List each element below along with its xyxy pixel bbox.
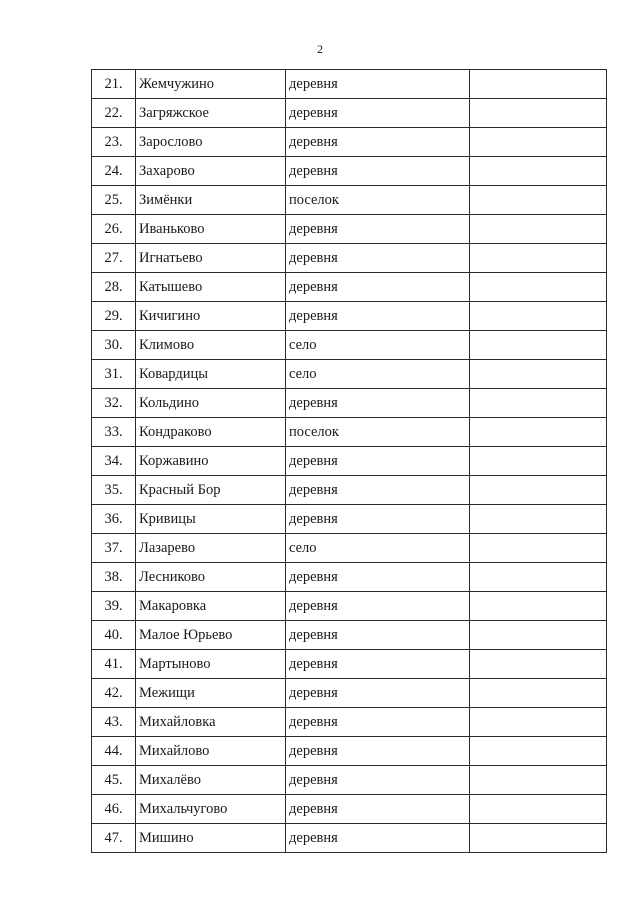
settlement-type-cell: деревня: [286, 447, 470, 476]
note-cell: [470, 186, 607, 215]
settlement-name-cell: Михальчугово: [136, 795, 286, 824]
note-cell: [470, 737, 607, 766]
row-number-cell: 41.: [92, 650, 136, 679]
table-row: [92, 708, 607, 737]
note-cell: [470, 389, 607, 418]
settlement-name-cell: Кондраково: [136, 418, 286, 447]
settlement-type-cell: деревня: [286, 128, 470, 157]
table-row: [92, 563, 607, 592]
note-cell: [470, 505, 607, 534]
row-number-cell: 25.: [92, 186, 136, 215]
row-number-cell: 36.: [92, 505, 136, 534]
settlement-name-cell: Коржавино: [136, 447, 286, 476]
table-row: [92, 273, 607, 302]
note-cell: [470, 534, 607, 563]
row-number-cell: 23.: [92, 128, 136, 157]
settlement-type-cell: поселок: [286, 186, 470, 215]
row-number-cell: 29.: [92, 302, 136, 331]
settlement-type-cell: деревня: [286, 99, 470, 128]
settlement-name-cell: Катышево: [136, 273, 286, 302]
row-number-cell: 43.: [92, 708, 136, 737]
note-cell: [470, 244, 607, 273]
table-row: [92, 244, 607, 273]
settlement-type-cell: деревня: [286, 708, 470, 737]
settlement-type-cell: село: [286, 360, 470, 389]
table-row: [92, 157, 607, 186]
table-row: [92, 795, 607, 824]
row-number-cell: 38.: [92, 563, 136, 592]
settlement-name-cell: Кольдино: [136, 389, 286, 418]
note-cell: [470, 708, 607, 737]
settlement-type-cell: деревня: [286, 273, 470, 302]
settlement-type-cell: деревня: [286, 737, 470, 766]
settlement-name-cell: Межищи: [136, 679, 286, 708]
settlement-name-cell: Кичигино: [136, 302, 286, 331]
row-number-cell: 21.: [92, 70, 136, 99]
settlement-name-cell: Малое Юрьево: [136, 621, 286, 650]
row-number-cell: 45.: [92, 766, 136, 795]
note-cell: [470, 795, 607, 824]
settlement-name-cell: Михайловка: [136, 708, 286, 737]
note-cell: [470, 679, 607, 708]
row-number-cell: 44.: [92, 737, 136, 766]
settlement-type-cell: деревня: [286, 476, 470, 505]
table-body: [92, 70, 607, 853]
row-number-cell: 39.: [92, 592, 136, 621]
settlement-name-cell: Игнатьево: [136, 244, 286, 273]
row-number-cell: 30.: [92, 331, 136, 360]
settlement-type-cell: деревня: [286, 244, 470, 273]
settlement-type-cell: деревня: [286, 795, 470, 824]
table-row: [92, 679, 607, 708]
settlement-name-cell: Жемчужино: [136, 70, 286, 99]
settlement-type-cell: деревня: [286, 563, 470, 592]
table-row: [92, 418, 607, 447]
settlement-type-cell: деревня: [286, 621, 470, 650]
settlement-name-cell: Захарово: [136, 157, 286, 186]
table-row: [92, 215, 607, 244]
note-cell: [470, 592, 607, 621]
settlement-name-cell: Макаровка: [136, 592, 286, 621]
note-cell: [470, 418, 607, 447]
row-number-cell: 24.: [92, 157, 136, 186]
row-number-cell: 27.: [92, 244, 136, 273]
table-row: [92, 360, 607, 389]
note-cell: [470, 99, 607, 128]
table-row: [92, 70, 607, 99]
note-cell: [470, 360, 607, 389]
settlement-type-cell: село: [286, 534, 470, 563]
note-cell: [470, 563, 607, 592]
settlement-name-cell: Кривицы: [136, 505, 286, 534]
table-row: [92, 302, 607, 331]
row-number-cell: 34.: [92, 447, 136, 476]
settlement-name-cell: Михалёво: [136, 766, 286, 795]
note-cell: [470, 331, 607, 360]
settlement-type-cell: деревня: [286, 157, 470, 186]
row-number-cell: 22.: [92, 99, 136, 128]
table-row: [92, 650, 607, 679]
settlement-type-cell: деревня: [286, 592, 470, 621]
note-cell: [470, 476, 607, 505]
note-cell: [470, 447, 607, 476]
settlement-type-cell: поселок: [286, 418, 470, 447]
settlement-name-cell: Лесниково: [136, 563, 286, 592]
note-cell: [470, 70, 607, 99]
settlement-name-cell: Зарослово: [136, 128, 286, 157]
settlement-name-cell: Климово: [136, 331, 286, 360]
row-number-cell: 31.: [92, 360, 136, 389]
settlement-type-cell: деревня: [286, 766, 470, 795]
settlement-name-cell: Красный Бор: [136, 476, 286, 505]
note-cell: [470, 766, 607, 795]
note-cell: [470, 621, 607, 650]
settlement-name-cell: Мишино: [136, 824, 286, 853]
row-number-cell: 47.: [92, 824, 136, 853]
note-cell: [470, 157, 607, 186]
table-row: [92, 592, 607, 621]
settlement-name-cell: Мартыново: [136, 650, 286, 679]
settlement-name-cell: Ковардицы: [136, 360, 286, 389]
settlement-name-cell: Михайлово: [136, 737, 286, 766]
row-number-cell: 40.: [92, 621, 136, 650]
note-cell: [470, 128, 607, 157]
note-cell: [470, 215, 607, 244]
settlement-type-cell: деревня: [286, 679, 470, 708]
note-cell: [470, 650, 607, 679]
settlement-type-cell: деревня: [286, 505, 470, 534]
settlement-type-cell: село: [286, 331, 470, 360]
row-number-cell: 28.: [92, 273, 136, 302]
settlement-name-cell: Лазарево: [136, 534, 286, 563]
settlement-name-cell: Зимёнки: [136, 186, 286, 215]
note-cell: [470, 824, 607, 853]
note-cell: [470, 273, 607, 302]
row-number-cell: 46.: [92, 795, 136, 824]
settlement-name-cell: Иваньково: [136, 215, 286, 244]
row-number-cell: 26.: [92, 215, 136, 244]
row-number-cell: 33.: [92, 418, 136, 447]
row-number-cell: 42.: [92, 679, 136, 708]
settlement-name-cell: Загряжское: [136, 99, 286, 128]
table-row: [92, 99, 607, 128]
table-row: [92, 621, 607, 650]
table-row: [92, 476, 607, 505]
settlement-type-cell: деревня: [286, 824, 470, 853]
table-row: [92, 186, 607, 215]
table-row: [92, 766, 607, 795]
table-row: [92, 447, 607, 476]
table-row: [92, 128, 607, 157]
table-row: [92, 331, 607, 360]
settlements-table: [91, 69, 607, 853]
row-number-cell: 37.: [92, 534, 136, 563]
table-row: [92, 534, 607, 563]
settlement-type-cell: деревня: [286, 70, 470, 99]
table-row: [92, 505, 607, 534]
settlement-type-cell: деревня: [286, 650, 470, 679]
note-cell: [470, 302, 607, 331]
settlement-type-cell: деревня: [286, 302, 470, 331]
settlement-type-cell: деревня: [286, 389, 470, 418]
page-number: 2: [317, 42, 323, 56]
row-number-cell: 35.: [92, 476, 136, 505]
row-number-cell: 32.: [92, 389, 136, 418]
table-row: [92, 389, 607, 418]
settlement-type-cell: деревня: [286, 215, 470, 244]
table-row: [92, 824, 607, 853]
table-row: [92, 737, 607, 766]
